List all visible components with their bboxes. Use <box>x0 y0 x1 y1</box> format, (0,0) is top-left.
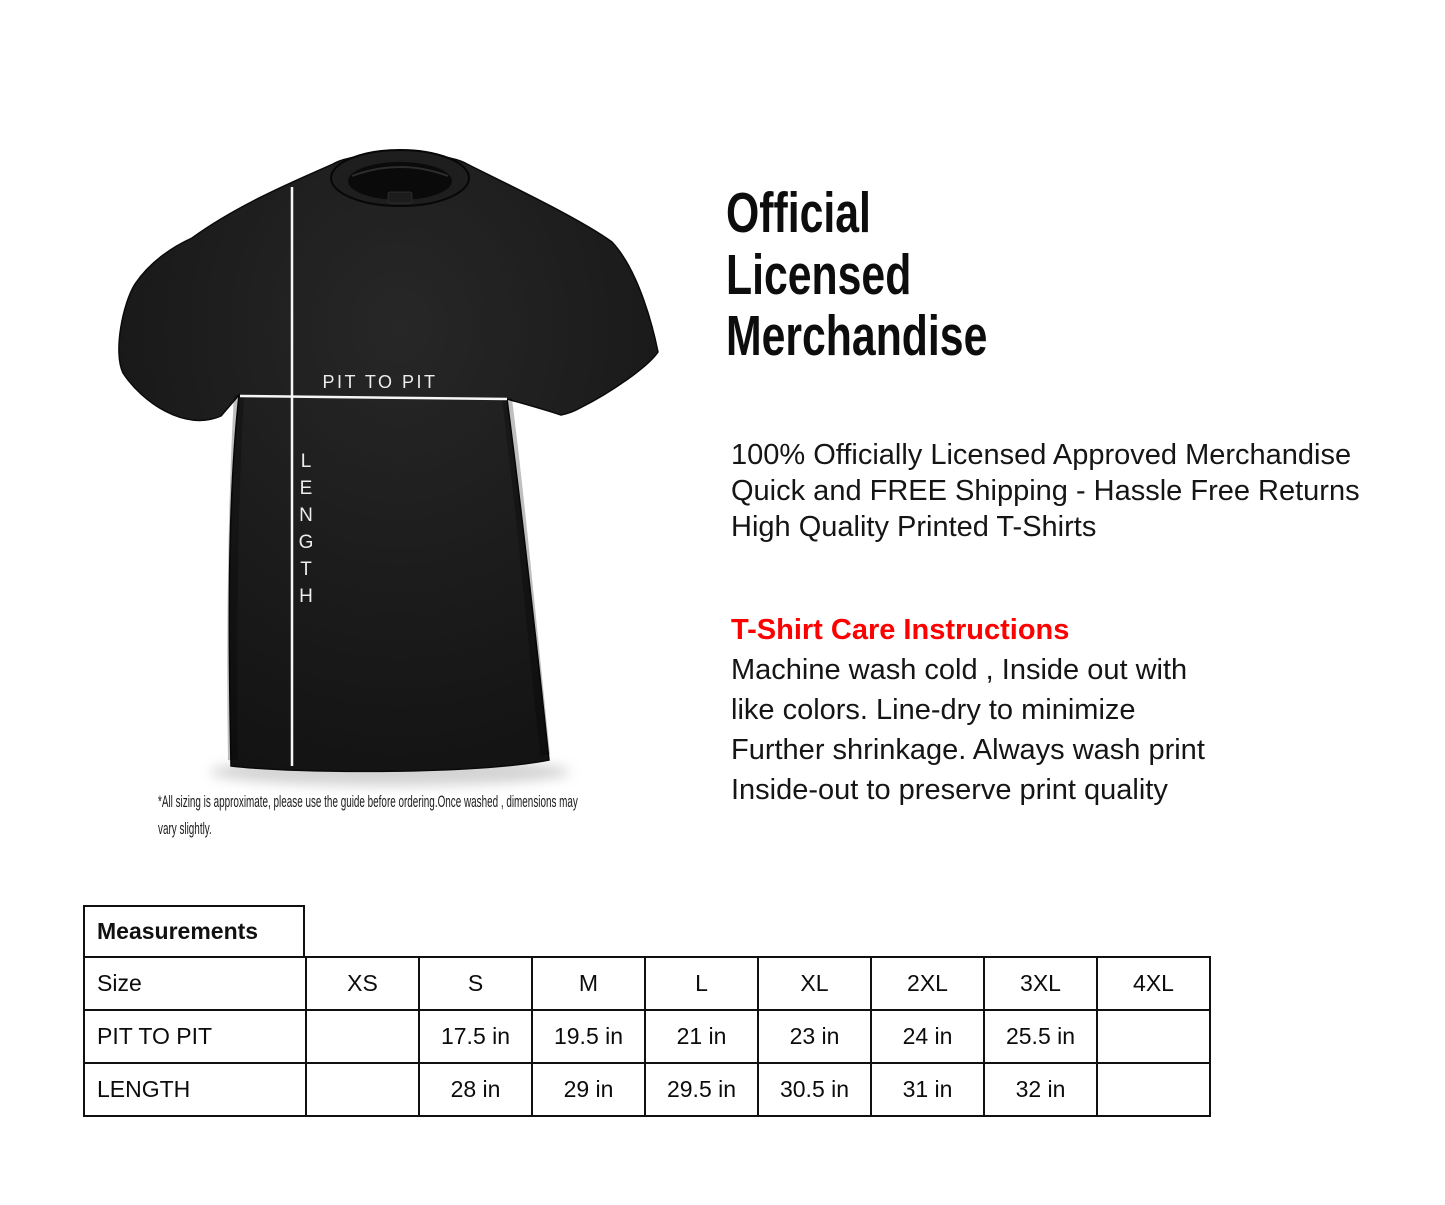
length-letter: T <box>300 559 312 580</box>
column-header: XS <box>306 957 419 1010</box>
care-line: Inside-out to preserve print quality <box>731 774 1168 806</box>
care-instructions-heading: T-Shirt Care Instructions <box>731 614 1070 646</box>
table-cell: 24 in <box>871 1010 984 1063</box>
care-line: Further shrinkage. Always wash print <box>731 734 1205 766</box>
table-cell: 32 in <box>984 1063 1097 1116</box>
row-label: LENGTH <box>84 1063 306 1116</box>
length-letter: E <box>299 478 313 499</box>
column-header-size: Size <box>84 957 306 1010</box>
promo-heading-line: Official <box>726 181 871 245</box>
promo-heading-line: Licensed <box>726 242 912 307</box>
disclaimer-line: vary slightly. <box>158 820 212 838</box>
table-cell: 17.5 in <box>419 1010 532 1063</box>
feature-line: High Quality Printed T-Shirts <box>731 511 1097 543</box>
care-line: like colors. Line-dry to minimize <box>731 694 1136 726</box>
table-cell <box>1097 1063 1210 1116</box>
care-instructions-text <box>731 650 1205 810</box>
tshirt-size-diagram <box>95 135 685 795</box>
promo-heading <box>726 183 987 368</box>
table-cell: 28 in <box>419 1063 532 1116</box>
length-letter: L <box>300 451 312 472</box>
length-letter: H <box>299 586 313 607</box>
length-row <box>84 1063 1210 1116</box>
table-cell: 25.5 in <box>984 1010 1097 1063</box>
table-cell: 21 in <box>645 1010 758 1063</box>
column-header: 2XL <box>871 957 984 1010</box>
table-cell <box>1097 1010 1210 1063</box>
length-letter: N <box>299 505 313 526</box>
column-header: M <box>532 957 645 1010</box>
disclaimer-line: *All sizing is approximate, please use the guide before ordering.Once washed , dimensions may <box>158 793 578 811</box>
table-cell <box>306 1063 419 1116</box>
table-cell: 29 in <box>532 1063 645 1116</box>
table-cell: 23 in <box>758 1010 871 1063</box>
measurements-title-box: Measurements <box>83 905 305 958</box>
size-chart-table <box>83 956 1211 1117</box>
feature-line: Quick and FREE Shipping - Hassle Free Returns <box>731 475 1360 507</box>
promo-heading-line: Merchandise <box>726 304 988 369</box>
column-header: 4XL <box>1097 957 1210 1010</box>
table-cell: 31 in <box>871 1063 984 1116</box>
feature-line: 100% Officially Licensed Approved Merchandise <box>731 439 1352 471</box>
size-header-row <box>84 957 1210 1010</box>
row-label: PIT TO PIT <box>84 1010 306 1063</box>
feature-list <box>731 437 1360 545</box>
table-cell: 29.5 in <box>645 1063 758 1116</box>
pit-to-pit-row <box>84 1010 1210 1063</box>
table-cell: 19.5 in <box>532 1010 645 1063</box>
column-header: S <box>419 957 532 1010</box>
sizing-disclaimer <box>158 789 578 843</box>
column-header: 3XL <box>984 957 1097 1010</box>
neck-tag <box>388 192 412 203</box>
care-line: Machine wash cold , Inside out with <box>731 654 1188 686</box>
column-header: XL <box>758 957 871 1010</box>
table-cell <box>306 1010 419 1063</box>
tshirt-graphic <box>119 154 658 772</box>
table-cell: 30.5 in <box>758 1063 871 1116</box>
column-header: L <box>645 957 758 1010</box>
length-letter: G <box>298 532 314 553</box>
pit-to-pit-label: PIT TO PIT <box>322 372 438 392</box>
